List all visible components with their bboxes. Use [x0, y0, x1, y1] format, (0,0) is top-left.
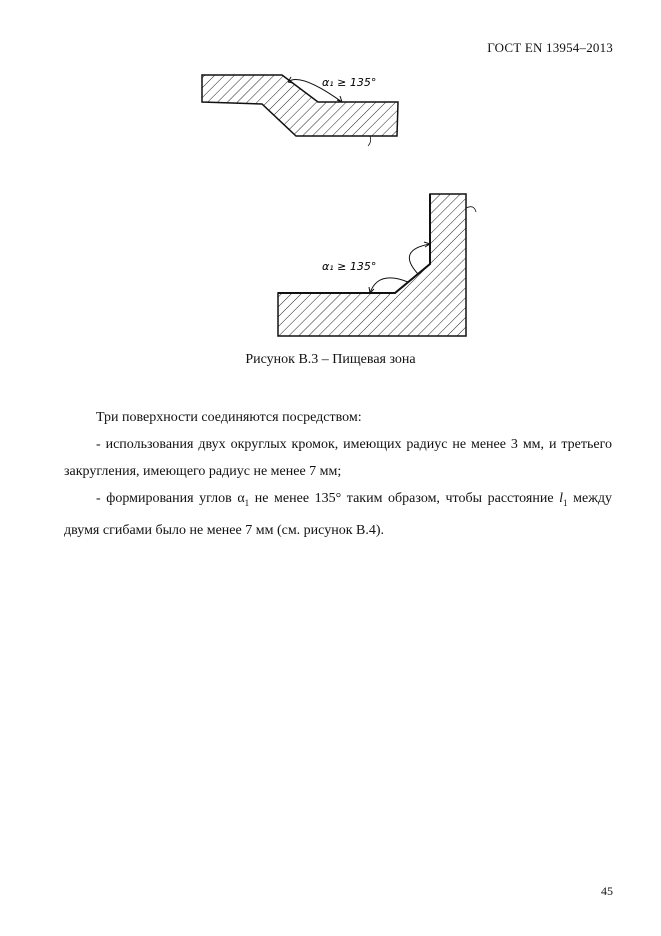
length-symbol: l	[559, 491, 564, 506]
paragraph-intro: Три поверхности соединяются посредством:	[96, 410, 362, 425]
body-text	[64, 404, 612, 544]
figure-caption: Рисунок В.3 – Пищевая зона	[245, 352, 416, 367]
paragraph-list-item-1: - использования двух округлых кромок, имеющих радиус не менее 3 мм, и третьего закругления, имеющего радиус не менее 7 мм;	[64, 437, 612, 479]
angle-label: α₁ ≥ 135°	[322, 260, 377, 273]
alpha-symbol: α	[237, 491, 245, 506]
page-number: 45	[601, 884, 613, 898]
paragraph-list-item-2: - формирования углов $\alpha_1$ не менее 135° таким образом, чтобы расстояние $l_1$ между двумя сгибами было не менее 7 мм (см. рисунок В.4).	[64, 491, 612, 538]
document-code: ГОСТ EN 13954–2013	[487, 40, 613, 55]
figure-corner-profile	[270, 186, 480, 341]
figure-profile-step	[190, 60, 420, 150]
angle-label: α₁ ≥ 135°	[322, 76, 377, 89]
